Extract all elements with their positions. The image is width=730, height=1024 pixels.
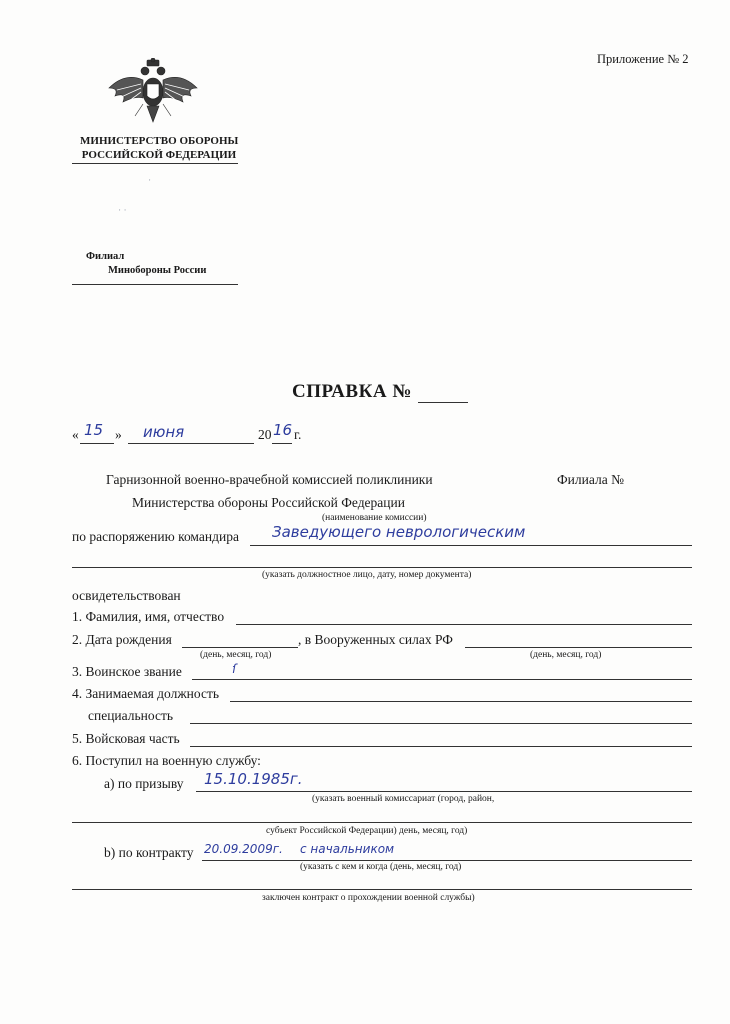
document-title: СПРАВКА №	[292, 381, 412, 402]
conscription-label: а) по призыву	[104, 776, 184, 791]
branch-underline	[72, 284, 238, 285]
ministry-line-1: МИНИСТЕРСТВО ОБОРОНЫ	[80, 135, 239, 147]
unit-label: 5. Войсковая часть	[72, 731, 180, 746]
contract-label: b) по контракту	[104, 845, 194, 860]
contract-caption-2: заключен контракт о прохождении военной службы)	[262, 893, 475, 903]
commission-line-1: Гарнизонной военно-врачебной комиссией поликлиники	[106, 472, 433, 487]
full-name-line	[236, 624, 692, 625]
contract-caption-1: (указать с кем и когда (день, месяц, год)	[300, 862, 462, 872]
rank-label: 3. Воинское звание	[72, 664, 182, 679]
armed-forces-caption: (день, месяц, год)	[530, 650, 602, 660]
contract-value: 20.09.2009г.	[204, 842, 283, 856]
position-label: 4. Занимаемая должность	[72, 686, 220, 701]
contract-value-2: с начальником	[300, 842, 395, 856]
position-line	[230, 701, 692, 702]
ministry-underline	[72, 163, 238, 164]
service-label: 6. Поступил на военную службу:	[72, 753, 261, 768]
eagle-emblem-icon	[105, 58, 201, 130]
date-month: июня	[143, 423, 185, 441]
appendix-label: Приложение № 2	[597, 52, 689, 66]
specialty-line	[190, 723, 692, 724]
full-name-label: 1. Фамилия, имя, отчество	[72, 609, 225, 624]
commission-branch-no: Филиала №	[557, 472, 624, 487]
rank-line	[192, 679, 692, 680]
ministry-heading	[80, 134, 238, 162]
date-day-line	[80, 443, 114, 444]
order-value: Заведующего неврологическим	[272, 523, 526, 541]
contract-line-2	[72, 889, 692, 890]
birth-date-line	[182, 647, 298, 648]
branch-subline: Минобороны России	[108, 265, 207, 276]
date-year-unit: г.	[294, 427, 302, 442]
branch-label: Филиал	[86, 251, 125, 262]
date-year-line	[272, 443, 292, 444]
commission-caption: (наименование комиссии)	[322, 513, 427, 523]
order-label: по распоряжению командира	[72, 529, 239, 544]
order-line-2	[72, 567, 692, 568]
commission-line-2: Министерства обороны Российской Федерации	[132, 495, 405, 510]
date-year-suffix: 16	[273, 421, 293, 439]
faint-mark: · ·	[118, 206, 127, 216]
rank-mark: ſ	[232, 662, 237, 676]
birth-date-label: 2. Дата рождения	[72, 632, 172, 647]
order-line	[250, 545, 692, 546]
date-close-quote: »	[115, 427, 122, 442]
conscription-line-2	[72, 822, 692, 823]
date-year-prefix: 20	[258, 427, 272, 442]
date-open-quote: «	[72, 427, 79, 442]
examined-label: освидетельствован	[72, 588, 181, 603]
unit-line	[190, 746, 692, 747]
armed-forces-line	[465, 647, 692, 648]
ministry-line-2: РОССИЙСКОЙ ФЕДЕРАЦИИ	[81, 149, 237, 161]
date-month-line	[128, 443, 254, 444]
conscription-value: 15.10.1985г.	[204, 770, 303, 788]
conscription-caption-2: субъект Российской Федерации) день, месяц, год)	[266, 826, 468, 836]
order-caption: (указать должностное лицо, дату, номер документа)	[262, 570, 472, 580]
conscription-caption-1: (указать военный комиссариат (город, район,	[312, 794, 495, 804]
faint-mark: ·	[148, 176, 152, 186]
specialty-label: специальность	[88, 708, 174, 723]
armed-forces-label: , в Вооруженных силах РФ	[298, 632, 453, 647]
conscription-line	[196, 791, 692, 792]
date-day: 15	[84, 421, 104, 439]
birth-date-caption: (день, месяц, год)	[200, 650, 272, 660]
contract-line	[202, 860, 692, 861]
title-number-line	[418, 402, 468, 403]
